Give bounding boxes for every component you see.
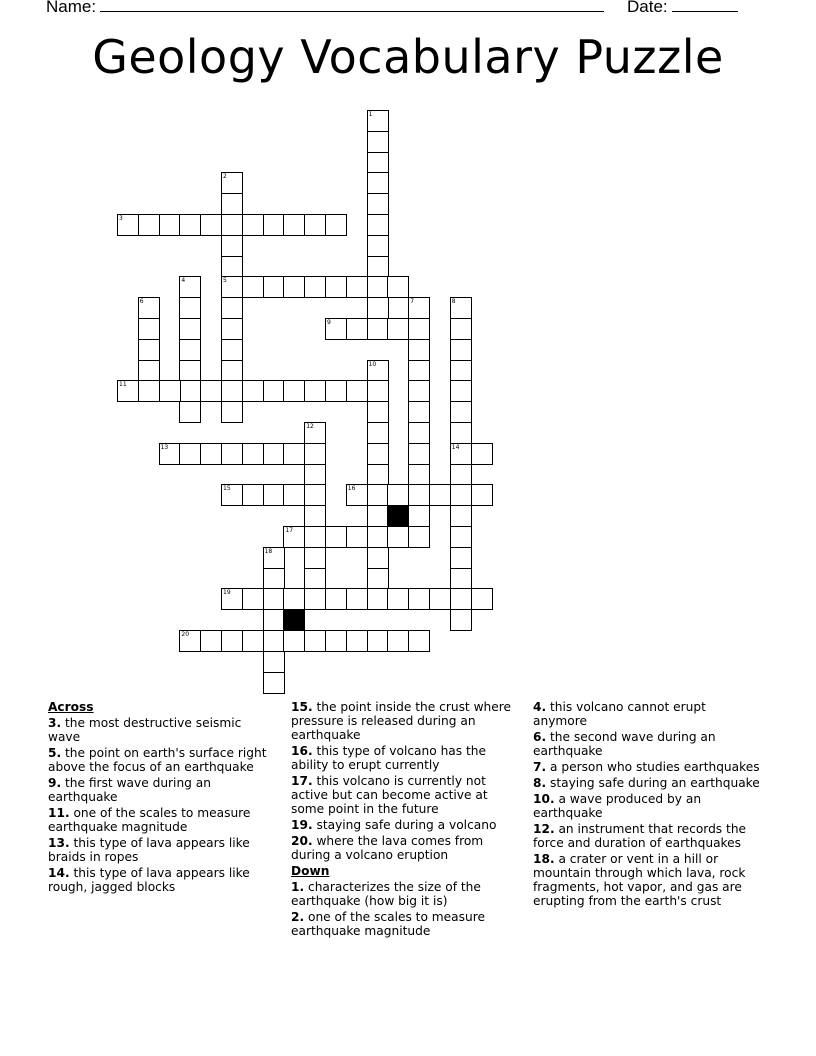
clue-number-label: 8 — [451, 298, 456, 306]
crossword-cell[interactable] — [179, 318, 201, 340]
clue-text: where the lava comes from during a volcano eruption — [291, 834, 484, 862]
crossword-cell[interactable] — [159, 443, 181, 465]
crossword-cell[interactable] — [408, 360, 430, 382]
crossword-cell[interactable] — [367, 131, 389, 153]
crossword-cell[interactable] — [242, 630, 264, 652]
crossword-cell[interactable] — [408, 401, 430, 423]
crossword-cell[interactable] — [179, 360, 201, 382]
crossword-cell[interactable] — [263, 276, 285, 298]
clue-column-3 — [533, 700, 761, 910]
clue-text: one of the scales to measure earthquake magnitude — [48, 806, 251, 834]
clue-number-label: 6 — [139, 298, 144, 306]
crossword-cell[interactable] — [304, 630, 326, 652]
crossword-cell[interactable] — [408, 588, 430, 610]
crossword-cell[interactable] — [221, 401, 243, 423]
crossword-cell[interactable] — [387, 276, 409, 298]
crossword-cell[interactable] — [283, 588, 305, 610]
crossword-cell[interactable] — [387, 588, 409, 610]
clue-text: this type of lava appears like braids in ropes — [48, 836, 250, 864]
crossword-cell[interactable] — [367, 235, 389, 257]
crossword-cell[interactable] — [450, 297, 472, 319]
crossword-cell[interactable] — [242, 443, 264, 465]
clue-number: 12. — [533, 822, 555, 836]
crossword-cell[interactable] — [304, 443, 326, 465]
clue-number-label: 14 — [451, 443, 460, 451]
crossword-cell[interactable] — [263, 651, 285, 673]
crossword-cell[interactable] — [325, 380, 347, 402]
clue-column-1 — [48, 700, 276, 896]
down-clue — [533, 760, 761, 774]
crossword-cell[interactable] — [221, 484, 243, 506]
blocked-cell — [387, 505, 409, 527]
crossword-cell[interactable] — [367, 172, 389, 194]
crossword-cell[interactable] — [200, 443, 222, 465]
crossword-cell[interactable] — [304, 547, 326, 569]
crossword-cell[interactable] — [304, 484, 326, 506]
crossword-cell[interactable] — [283, 214, 305, 236]
crossword-cell[interactable] — [450, 422, 472, 444]
clue-number: 14. — [48, 866, 70, 880]
crossword-cell[interactable] — [117, 214, 139, 236]
clue-number: 16. — [291, 744, 313, 758]
crossword-cell[interactable] — [367, 256, 389, 278]
down-clue — [533, 852, 761, 908]
crossword-cell[interactable] — [471, 588, 493, 610]
clue-number: 15. — [291, 700, 313, 714]
crossword-cell[interactable] — [221, 256, 243, 278]
crossword-cell[interactable] — [138, 339, 160, 361]
crossword-cell[interactable] — [387, 318, 409, 340]
clue-number-label: 20 — [181, 631, 190, 638]
clue-text: a wave produced by an earthquake — [533, 792, 702, 820]
name-label: Name: — [46, 0, 97, 16]
clue-number: 18. — [533, 852, 555, 866]
crossword-cell[interactable] — [263, 630, 285, 652]
crossword-cell[interactable] — [221, 630, 243, 652]
across-clue — [291, 700, 519, 742]
puzzle-title: Geology Vocabulary Puzzle — [92, 30, 724, 84]
crossword-cell[interactable] — [263, 609, 285, 631]
crossword-cell[interactable] — [283, 484, 305, 506]
clue-number: 13. — [48, 836, 70, 850]
crossword-cell[interactable] — [179, 401, 201, 423]
clue-number: 1. — [291, 880, 305, 894]
crossword-cell[interactable] — [408, 422, 430, 444]
crossword-cell[interactable] — [367, 547, 389, 569]
clue-number-label: 1 — [368, 111, 373, 118]
crossword-cell[interactable] — [450, 339, 472, 361]
down-clue — [533, 730, 761, 758]
clue-number: 10. — [533, 792, 555, 806]
crossword-cell[interactable] — [471, 484, 493, 506]
crossword-cell[interactable] — [242, 214, 264, 236]
crossword-cell[interactable] — [450, 609, 472, 631]
clue-number-label: 5 — [223, 277, 227, 285]
clue-text: the point on earth's surface right above the focus of an earthquake — [48, 746, 267, 774]
across-clue — [291, 834, 519, 862]
clue-number-label: 3 — [119, 215, 123, 222]
crossword-cell[interactable] — [221, 318, 243, 340]
crossword-cell[interactable] — [346, 484, 368, 506]
crossword-cell[interactable] — [367, 422, 389, 444]
crossword-cell[interactable] — [242, 588, 264, 610]
clue-number-label: 13 — [160, 443, 169, 451]
crossword-cell[interactable] — [263, 214, 285, 236]
clue-number: 7. — [533, 760, 547, 774]
crossword-cell[interactable] — [138, 380, 160, 402]
across-clue — [291, 744, 519, 772]
crossword-cell[interactable] — [346, 526, 368, 548]
crossword-cell[interactable] — [367, 152, 389, 174]
clue-text: the first wave during an earthquake — [48, 776, 211, 804]
clue-number: 9. — [48, 776, 62, 790]
clue-number: 2. — [291, 910, 305, 924]
crossword-cell[interactable] — [325, 630, 347, 652]
crossword-cell[interactable] — [367, 380, 389, 402]
crossword-cell[interactable] — [346, 588, 368, 610]
clue-number: 4. — [533, 700, 547, 714]
crossword-cell[interactable] — [450, 484, 472, 506]
crossword-cell[interactable] — [346, 380, 368, 402]
crossword-cell[interactable] — [408, 464, 430, 486]
crossword-cell[interactable] — [304, 526, 326, 548]
crossword-cell[interactable] — [450, 380, 472, 402]
crossword-cell[interactable] — [179, 339, 201, 361]
crossword-cell[interactable] — [367, 526, 389, 548]
crossword-cell[interactable] — [304, 464, 326, 486]
across-clue — [291, 774, 519, 816]
crossword-cell[interactable] — [304, 588, 326, 610]
crossword-cell[interactable] — [138, 214, 160, 236]
crossword-cell[interactable] — [450, 526, 472, 548]
crossword-cell[interactable] — [304, 380, 326, 402]
crossword-cell[interactable] — [325, 318, 347, 340]
clue-number-label: 17 — [285, 527, 294, 534]
crossword-cell[interactable] — [367, 214, 389, 236]
crossword-cell[interactable] — [221, 276, 243, 298]
crossword-cell[interactable] — [367, 505, 389, 527]
crossword-cell[interactable] — [200, 214, 222, 236]
clue-number-label: 16 — [347, 485, 356, 493]
crossword-cell[interactable] — [367, 588, 389, 610]
crossword-cell[interactable] — [429, 484, 451, 506]
down-clue — [533, 822, 761, 850]
crossword-cell[interactable] — [179, 630, 201, 652]
crossword-cell[interactable] — [283, 526, 305, 548]
crossword-cell[interactable] — [304, 214, 326, 236]
clue-text: an instrument that records the force and duration of earthquakes — [533, 822, 747, 850]
crossword-cell[interactable] — [283, 443, 305, 465]
crossword-cell[interactable] — [221, 588, 243, 610]
clue-number-label: 2 — [223, 173, 227, 181]
crossword-cell[interactable] — [408, 484, 430, 506]
crossword-cell[interactable] — [450, 588, 472, 610]
crossword-cell[interactable] — [242, 484, 264, 506]
crossword-cell[interactable] — [304, 568, 326, 590]
clue-text: a crater or vent in a hill or mountain through which lava, rock fragments, hot vapor, and gas are erupting from the earth's crust — [533, 852, 746, 908]
crossword-cell[interactable] — [263, 443, 285, 465]
crossword-cell[interactable] — [221, 360, 243, 382]
clue-number-label: 4 — [181, 277, 186, 285]
crossword-cell[interactable] — [221, 193, 243, 215]
crossword-cell[interactable] — [221, 235, 243, 257]
crossword-cell[interactable] — [367, 484, 389, 506]
crossword-cell[interactable] — [367, 297, 389, 319]
across-clue — [48, 776, 276, 804]
clue-number: 11. — [48, 806, 70, 820]
crossword-cell[interactable] — [221, 214, 243, 236]
crossword-cell[interactable] — [221, 339, 243, 361]
crossword-cell[interactable] — [179, 380, 201, 402]
crossword-cell[interactable] — [138, 297, 160, 319]
crossword-cell[interactable] — [263, 672, 285, 694]
crossword-cell[interactable] — [242, 380, 264, 402]
crossword-cell[interactable] — [408, 318, 430, 340]
crossword-cell[interactable] — [242, 276, 264, 298]
crossword-cell[interactable] — [367, 568, 389, 590]
crossword-cell[interactable] — [179, 297, 201, 319]
crossword-cell[interactable] — [450, 464, 472, 486]
crossword-cell[interactable] — [367, 464, 389, 486]
crossword-cell[interactable] — [325, 588, 347, 610]
down-clue — [533, 700, 761, 728]
crossword-cell[interactable] — [408, 339, 430, 361]
crossword-cell[interactable] — [179, 214, 201, 236]
crossword-cell[interactable] — [325, 276, 347, 298]
crossword-cell[interactable] — [408, 526, 430, 548]
crossword-cell[interactable] — [263, 568, 285, 590]
crossword-cell[interactable] — [346, 276, 368, 298]
across-clue — [48, 716, 276, 744]
crossword-cell[interactable] — [429, 588, 451, 610]
crossword-cell[interactable] — [408, 380, 430, 402]
crossword-cell[interactable] — [179, 276, 201, 298]
clue-text: this volcano is currently not active but can become active at some point in the future — [291, 774, 488, 816]
down-clue — [291, 910, 519, 938]
down-clue — [291, 880, 519, 908]
crossword-cell[interactable] — [304, 422, 326, 444]
clue-number: 3. — [48, 716, 62, 730]
crossword-cell[interactable] — [138, 318, 160, 340]
crossword-cell[interactable] — [221, 380, 243, 402]
crossword-cell[interactable] — [283, 630, 305, 652]
crossword-cell[interactable] — [263, 547, 285, 569]
crossword-cell[interactable] — [450, 318, 472, 340]
crossword-cell[interactable] — [408, 630, 430, 652]
crossword-cell[interactable] — [408, 297, 430, 319]
across-clue — [48, 836, 276, 864]
crossword-cell[interactable] — [450, 568, 472, 590]
crossword-cell[interactable] — [179, 443, 201, 465]
crossword-cell[interactable] — [450, 443, 472, 465]
crossword-cell[interactable] — [263, 484, 285, 506]
crossword-cell[interactable] — [263, 588, 285, 610]
clue-text: this type of lava appears like rough, jagged blocks — [48, 866, 250, 894]
clue-text: the point inside the crust where pressure is released during an earthquake — [291, 700, 511, 742]
crossword-cell[interactable] — [367, 318, 389, 340]
crossword-cell[interactable] — [325, 526, 347, 548]
clue-text: characterizes the size of the earthquake (how big it is) — [291, 880, 481, 908]
crossword-cell[interactable] — [283, 380, 305, 402]
across-clue — [48, 746, 276, 774]
crossword-cell[interactable] — [346, 318, 368, 340]
clue-text: this volcano cannot erupt anymore — [533, 700, 706, 728]
clue-text: this type of volcano has the ability to erupt currently — [291, 744, 486, 772]
crossword-cell[interactable] — [200, 630, 222, 652]
crossword-cell[interactable] — [367, 630, 389, 652]
clue-number-label: 19 — [223, 589, 231, 597]
clue-text: one of the scales to measure earthquake magnitude — [291, 910, 485, 938]
crossword-cell[interactable] — [159, 214, 181, 236]
crossword-cell[interactable] — [450, 401, 472, 423]
clue-text: staying safe during a volcano — [316, 818, 497, 832]
blocked-cell — [283, 609, 305, 631]
clue-number-label: 9 — [327, 319, 331, 326]
crossword-cell[interactable] — [408, 505, 430, 527]
crossword-cell[interactable] — [138, 360, 160, 382]
clue-number-label: 18 — [264, 547, 273, 555]
crossword-cell[interactable] — [117, 380, 139, 402]
across-heading: Across — [48, 700, 94, 714]
crossword-cell[interactable] — [387, 630, 409, 652]
across-clue — [48, 866, 276, 894]
crossword-cell[interactable] — [304, 276, 326, 298]
down-clue — [533, 792, 761, 820]
crossword-cell[interactable] — [367, 360, 389, 382]
clue-text: the second wave during an earthquake — [533, 730, 716, 758]
crossword-cell[interactable] — [450, 360, 472, 382]
crossword-cell[interactable] — [450, 505, 472, 527]
clue-number: 20. — [291, 834, 313, 848]
crossword-cell[interactable] — [471, 443, 493, 465]
down-heading: Down — [291, 864, 330, 878]
across-clue — [291, 818, 519, 832]
crossword-cell[interactable] — [283, 276, 305, 298]
crossword-cell[interactable] — [450, 547, 472, 569]
clue-number: 8. — [533, 776, 547, 790]
crossword-cell[interactable] — [387, 484, 409, 506]
clue-number-label: 10 — [368, 360, 377, 368]
crossword-cell[interactable] — [367, 110, 389, 132]
clue-text: the most destructive seismic wave — [48, 716, 242, 744]
down-clue — [533, 776, 761, 790]
clue-number-label: 7 — [410, 298, 415, 306]
crossword-cell[interactable] — [221, 172, 243, 194]
crossword-cell[interactable] — [263, 380, 285, 402]
crossword-cell[interactable] — [200, 380, 222, 402]
crossword-cell[interactable] — [221, 443, 243, 465]
clue-number-label: 12 — [306, 423, 314, 430]
crossword-cell[interactable] — [159, 380, 181, 402]
crossword-cell[interactable] — [408, 443, 430, 465]
clue-column-2 — [291, 700, 519, 940]
clue-number: 19. — [291, 818, 313, 832]
clue-number: 5. — [48, 746, 62, 760]
clue-number-label: 11 — [119, 381, 127, 389]
clue-number: 17. — [291, 774, 313, 788]
clue-text: staying safe during an earthquake — [550, 776, 760, 790]
clue-number-label: 15 — [223, 485, 231, 493]
across-clue — [48, 806, 276, 834]
clue-text: a person who studies earthquakes — [550, 760, 760, 774]
crossword-cell[interactable] — [367, 443, 389, 465]
crossword-cell[interactable] — [367, 193, 389, 215]
crossword-cell[interactable] — [325, 214, 347, 236]
crossword-cell[interactable] — [367, 401, 389, 423]
crossword-cell[interactable] — [387, 526, 409, 548]
crossword-cell[interactable] — [367, 276, 389, 298]
date-label: Date: — [627, 0, 668, 16]
clue-number: 6. — [533, 730, 547, 744]
crossword-cell[interactable] — [346, 630, 368, 652]
crossword-cell[interactable] — [221, 297, 243, 319]
crossword-cell[interactable] — [304, 505, 326, 527]
